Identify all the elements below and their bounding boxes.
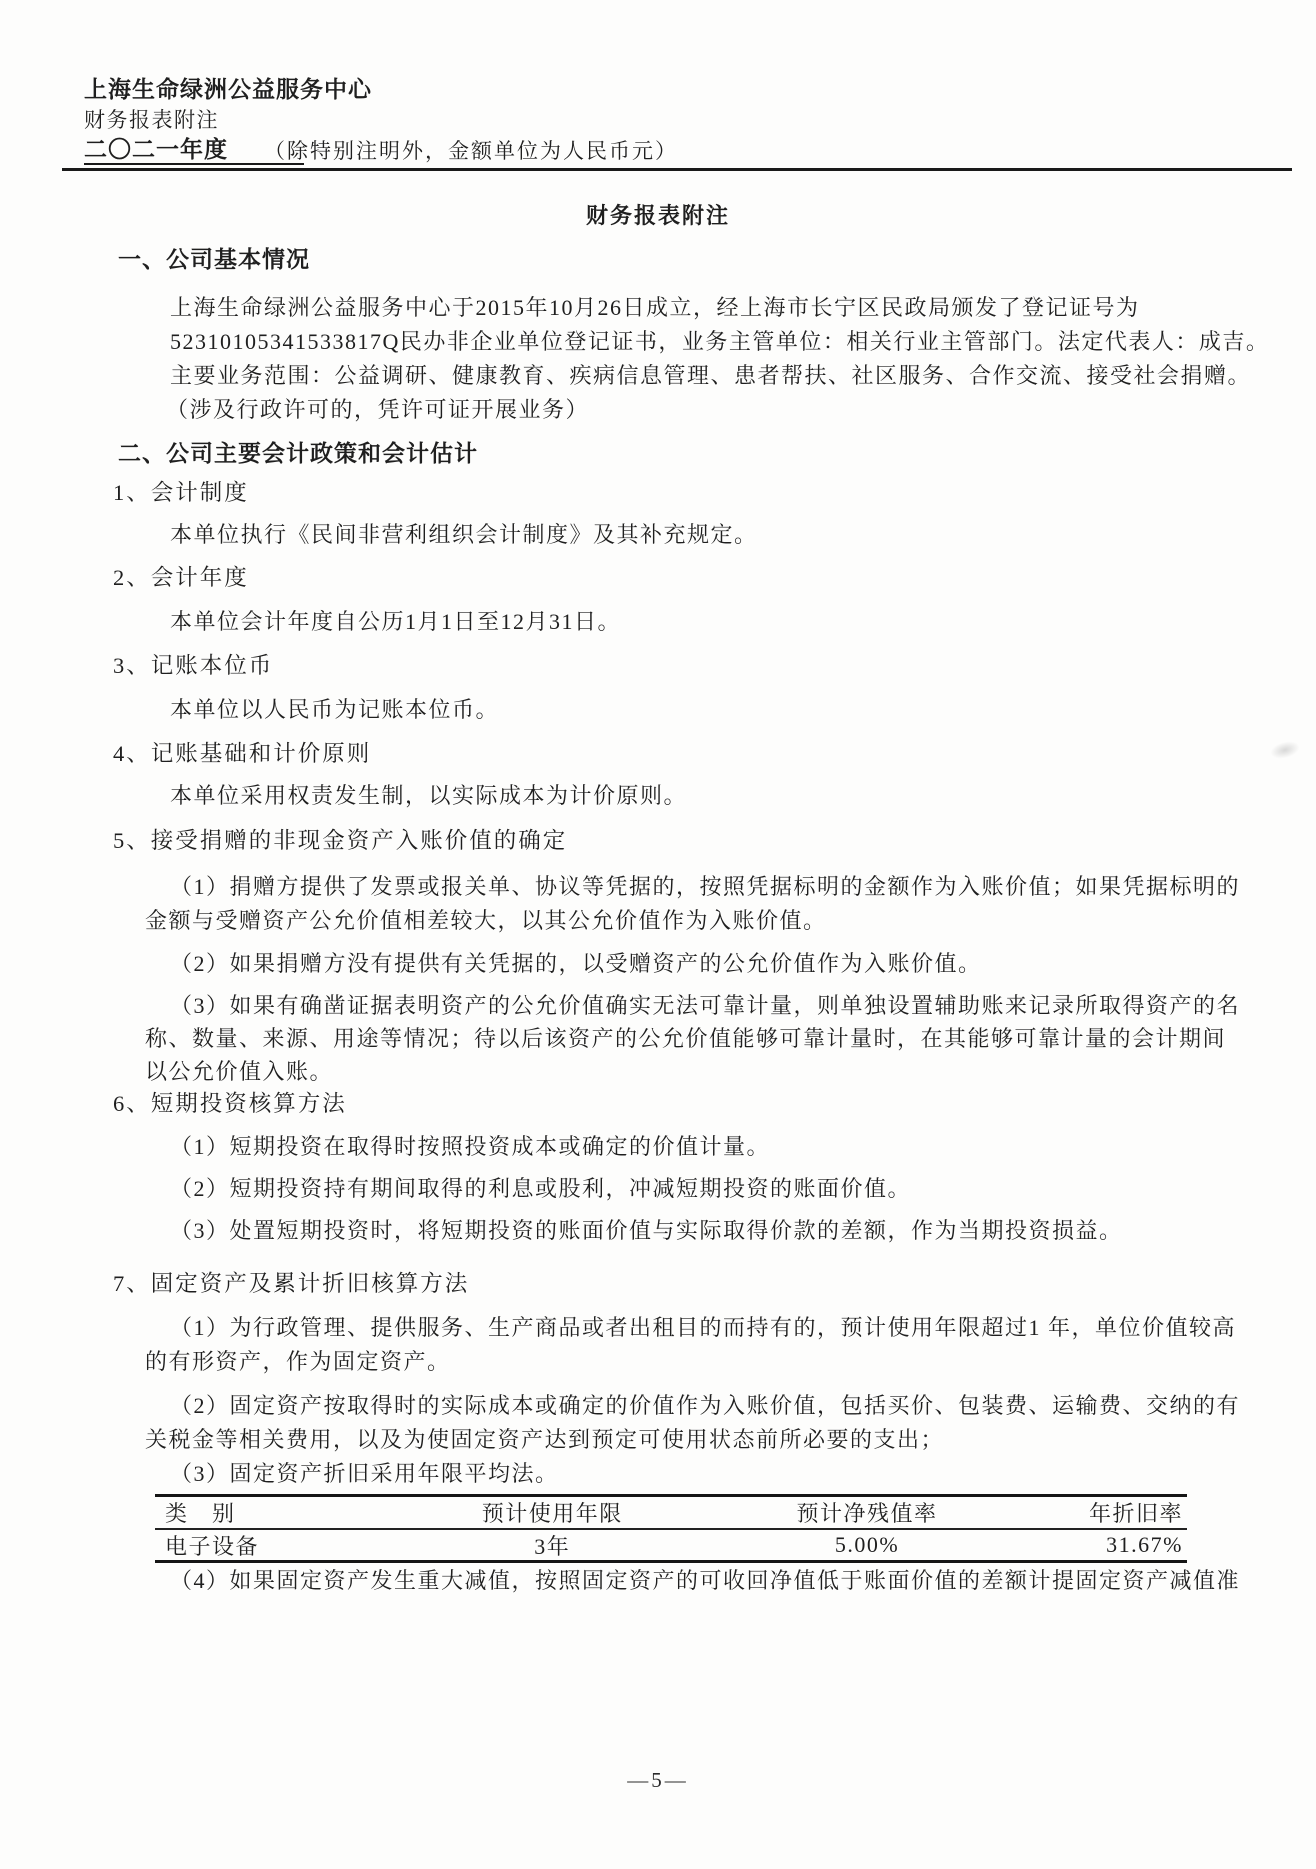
fiscal-year: 二〇二一年度 <box>84 136 228 162</box>
policy-para-line: 以公允价值入账。 <box>145 1059 334 1084</box>
policy-item-heading: 4、记账基础和计价原则 <box>113 741 372 766</box>
section1-para-line: 52310105341533817Q民办非企业单位登记证书，业务主管单位：相关行业主管部门。法定代表人：成吉。 <box>170 329 1270 354</box>
policy-para-line: （1）短期投资在取得时按照投资成本或确定的价值计量。 <box>170 1134 771 1159</box>
table-header-cell: 预计净残值率 <box>796 1501 938 1526</box>
letterhead-rule <box>62 168 1292 171</box>
table-header-row <box>155 1497 1187 1530</box>
section1-heading: 一、公司基本情况 <box>118 246 310 272</box>
policy-para-line: （1）捐赠方提供了发票或报关单、协议等凭据的，按照凭据标明的金额作为入账价值；如果凭据标明的 <box>170 874 1241 899</box>
policy-para-line: （2）短期投资持有期间取得的利息或股利，冲减短期投资的账面价值。 <box>170 1176 912 1201</box>
policy-para-line: （1）为行政管理、提供服务、生产商品或者出租目的而持有的，预计使用年限超过1 年，单位价值较高 <box>170 1315 1237 1340</box>
page-number: —5— <box>627 1768 689 1792</box>
letterhead-subtitle: 财务报表附注 <box>84 108 219 132</box>
table-cell: 3年 <box>534 1533 571 1559</box>
policy-para-line: 本单位采用权责发生制，以实际成本为计价原则。 <box>170 783 688 808</box>
policy-item-heading: 6、短期投资核算方法 <box>113 1091 347 1116</box>
section1-para-line: 上海生命绿洲公益服务中心于2015年10月26日成立，经上海市长宁区民政局颁发了登记证号为 <box>170 295 1140 320</box>
policy-para-line: 本单位以人民币为记账本位币。 <box>170 697 500 722</box>
policy-item-heading: 1、会计制度 <box>113 480 249 505</box>
table-row <box>155 1530 1187 1560</box>
section1-para-line: （涉及行政许可的，凭许可证开展业务） <box>166 397 590 422</box>
policy-para-line: （4）如果固定资产发生重大减值，按照固定资产的可收回净值低于账面价值的差额计提固定资产减值准 <box>170 1568 1241 1593</box>
table-cell: 5.00% <box>834 1532 900 1557</box>
depreciation-table <box>155 1494 1187 1563</box>
policy-item-heading: 2、会计年度 <box>113 565 249 590</box>
section1-para-line: 主要业务范围：公益调研、健康教育、疾病信息管理、患者帮扶、社区服务、合作交流、接受社会捐赠。 <box>170 363 1252 388</box>
table-header-cell: 年折旧率 <box>1088 1501 1183 1526</box>
policy-para-line: （3）处置短期投资时，将短期投资的账面价值与实际取得价款的差额，作为当期投资损益。 <box>170 1218 1123 1243</box>
policy-para-line: 称、数量、来源、用途等情况；待以后该资产的公允价值能够可靠计量时，在其能够可靠计量的会计期间 <box>145 1026 1227 1051</box>
table-header-cell: 类 别 <box>165 1501 236 1526</box>
policy-item-heading: 5、接受捐赠的非现金资产入账价值的确定 <box>113 828 568 853</box>
policy-para-line: 金额与受赠资产公允价值相差较大，以其公允价值作为入账价值。 <box>145 908 827 933</box>
policy-para-line: （2）固定资产按取得时的实际成本或确定的价值作为入账价值，包括买价、包装费、运输费、交纳的有 <box>170 1393 1241 1418</box>
policy-para-line: 本单位执行《民间非营利组织会计制度》及其补充规定。 <box>170 522 758 547</box>
table-header-cell: 预计使用年限 <box>481 1501 623 1526</box>
policy-item-heading: 3、记账本位币 <box>113 653 274 678</box>
section2-heading: 二、公司主要会计政策和会计估计 <box>118 440 478 466</box>
policy-para-line: （2）如果捐赠方没有提供有关凭据的，以受赠资产的公允价值作为入账价值。 <box>170 951 982 976</box>
policy-para-line: 关税金等相关费用，以及为使固定资产达到预定可使用状态前所必要的支出； <box>145 1427 945 1452</box>
table-cell: 电子设备 <box>165 1533 260 1559</box>
doc-title: 财务报表附注 <box>585 203 730 228</box>
policy-para-line: （3）如果有确凿证据表明资产的公允价值确实无法可靠计量，则单独设置辅助账来记录所取得资产的名 <box>170 993 1241 1018</box>
scan-smudge <box>1268 738 1301 761</box>
policy-item-heading: 7、固定资产及累计折旧核算方法 <box>113 1271 470 1296</box>
org-name: 上海生命绿洲公益服务中心 <box>84 76 372 102</box>
policy-para-line: 本单位会计年度自公历1月1日至12月31日。 <box>170 609 622 634</box>
policy-para-line: （3）固定资产折旧采用年限平均法。 <box>170 1461 559 1486</box>
table-cell: 31.67% <box>1106 1532 1183 1557</box>
policy-para-line: 的有形资产，作为固定资产。 <box>145 1349 451 1374</box>
currency-unit-note: （除特别注明外，金额单位为人民币元） <box>264 139 678 163</box>
year-underline-rule <box>84 163 304 165</box>
